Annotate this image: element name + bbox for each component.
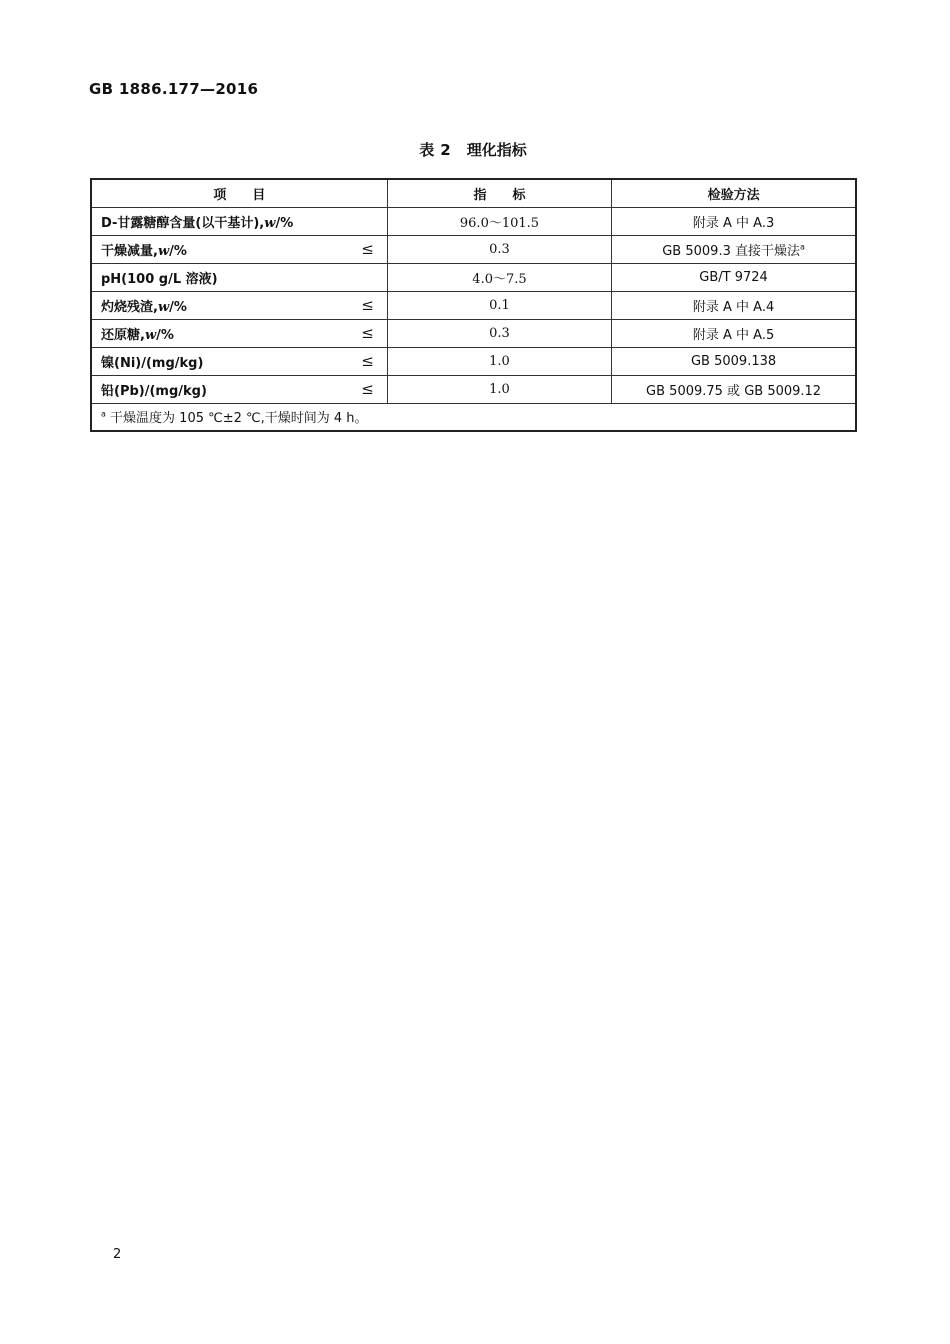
method-text: GB 5009.138 — [690, 353, 777, 369]
value-cell: 1.0 — [387, 347, 611, 375]
item-label: 镍(Ni)/(mg/kg) — [101, 355, 204, 371]
table-title-text: 理化指标 — [466, 141, 527, 159]
item-cell — [91, 375, 387, 403]
table-title-number: 2 — [440, 141, 451, 159]
value-cell: 0.1 — [387, 291, 611, 319]
method-cell — [612, 235, 856, 263]
item-cell — [91, 347, 387, 375]
item-cell — [91, 235, 387, 263]
method-cell — [612, 263, 856, 291]
item-unit: /% — [156, 327, 174, 343]
less-equal-symbol: ≤ — [361, 240, 374, 258]
method-text: 附录 A 中 A.5 — [692, 327, 775, 343]
column-header-item: 项 目 — [91, 179, 387, 207]
value-cell: 1.0 — [387, 375, 611, 403]
less-equal-symbol: ≤ — [361, 352, 374, 370]
method-text: GB 5009.75 或 GB 5009.12 — [646, 383, 822, 399]
method-text: GB 5009.3 直接干燥法 — [662, 243, 800, 259]
method-cell — [612, 347, 856, 375]
column-header-method: 检验方法 — [612, 179, 856, 207]
value-cell: 0.3 — [387, 235, 611, 263]
footnote-mark: a — [101, 409, 106, 419]
method-footnote-mark: a — [799, 242, 805, 252]
table-row — [91, 347, 856, 375]
item-label: 铅(Pb)/(mg/kg) — [101, 383, 207, 399]
footnote-text: 干燥温度为 105 ℃±2 ℃,干燥时间为 4 h。 — [110, 411, 368, 427]
value-cell: 4.0～7.5 — [387, 263, 611, 291]
table-title-prefix: 表 — [419, 141, 435, 159]
item-name — [101, 212, 293, 231]
standard-code: GB 1886.177—2016 — [89, 80, 259, 98]
item-name — [101, 324, 174, 343]
table-row — [91, 235, 856, 263]
table-row — [91, 319, 856, 347]
table-row — [91, 263, 856, 291]
item-unit: /% — [169, 243, 187, 259]
method-cell — [612, 207, 856, 235]
item-variable: w — [144, 327, 157, 343]
method-cell — [612, 319, 856, 347]
item-label: 灼烧残渣, — [101, 299, 158, 315]
footnote-row — [91, 403, 856, 431]
method-text: 附录 A 中 A.4 — [692, 299, 775, 315]
item-label: D-甘露糖醇含量(以干基计), — [101, 215, 265, 231]
table-title — [0, 139, 946, 160]
item-cell — [91, 263, 387, 291]
table-footnote — [91, 403, 856, 431]
page-number: 2 — [113, 1247, 122, 1262]
item-label: 还原糖, — [101, 327, 145, 343]
table-body — [91, 207, 856, 403]
less-equal-symbol: ≤ — [361, 380, 374, 398]
item-variable: w — [264, 215, 276, 231]
item-cell — [91, 207, 387, 235]
method-text: GB/T 9724 — [699, 269, 768, 285]
item-unit: /% — [169, 299, 187, 315]
item-variable: w — [157, 299, 170, 315]
item-name — [101, 268, 218, 287]
value-cell: 96.0～101.5 — [387, 207, 611, 235]
table-row — [91, 291, 856, 319]
table-row — [91, 207, 856, 235]
table-row — [91, 375, 856, 403]
less-equal-symbol: ≤ — [361, 296, 374, 314]
item-label: 干燥减量, — [101, 243, 158, 259]
value-cell: 0.3 — [387, 319, 611, 347]
less-equal-symbol: ≤ — [361, 324, 374, 342]
item-cell — [91, 319, 387, 347]
method-cell — [612, 375, 856, 403]
item-cell — [91, 291, 387, 319]
item-name — [101, 240, 187, 259]
item-variable: w — [157, 243, 170, 259]
column-header-value: 指 标 — [387, 179, 611, 207]
item-name — [101, 352, 203, 371]
physicochemical-spec-table — [90, 178, 857, 432]
table-header-row — [91, 179, 856, 207]
item-name — [101, 380, 207, 399]
item-name — [101, 296, 187, 315]
item-unit: /% — [275, 215, 294, 231]
method-text: 附录 A 中 A.3 — [692, 215, 775, 231]
item-label: pH(100 g/L 溶液) — [101, 271, 218, 287]
method-cell — [612, 291, 856, 319]
